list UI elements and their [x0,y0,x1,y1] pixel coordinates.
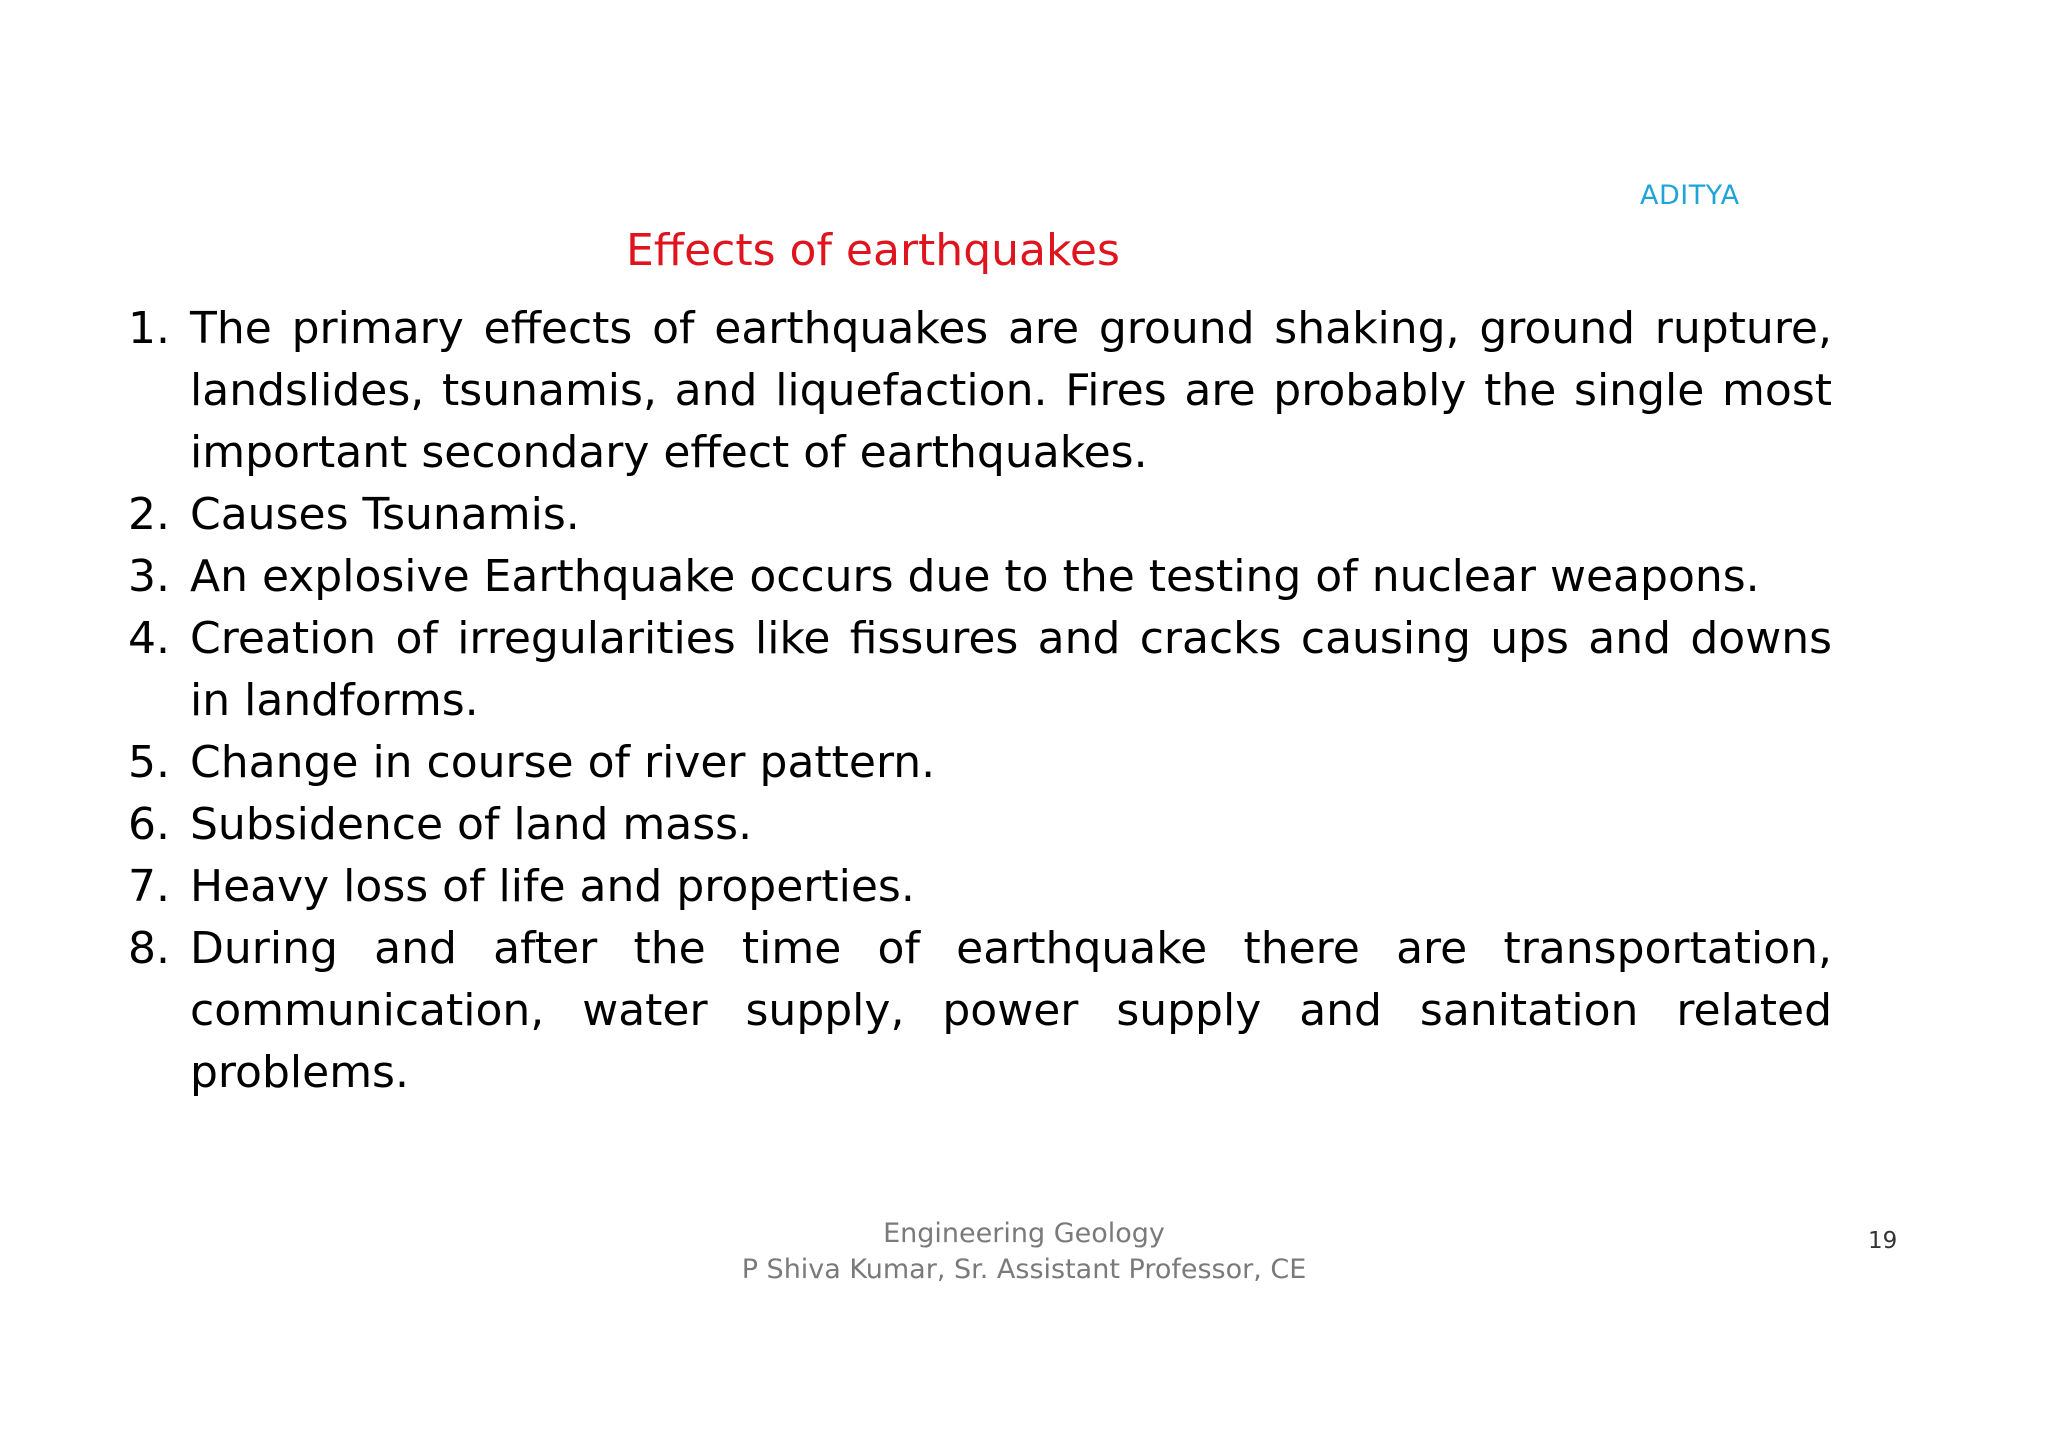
footer-course: Engineering Geology [883,1218,1165,1249]
list-item [128,298,1832,484]
list-item-number: 7. [128,861,170,912]
list-item-text: Causes Tsunamis. [190,489,580,540]
list-item [128,546,1832,608]
list-item-number: 2. [128,489,170,540]
footer-author: P Shiva Kumar, Sr. Assistant Professor, CE [741,1254,1307,1285]
list-item [128,484,1832,546]
list-item-text: An explosive Earthquake occurs due to the testing of nuclear weapons. [190,551,1760,602]
list-item [128,918,1832,1104]
list-item-text: During and after the time of earthquake there are transportation, communication, water supply, power supply and sanitation related problems. [190,923,1832,1098]
page-number: 19 [1868,1228,1898,1254]
list-item-number: 4. [128,613,170,664]
list-item [128,794,1832,856]
list-item-text: Creation of irregularities like fissures and cracks causing ups and downs in landforms. [190,613,1832,726]
list-item [128,856,1832,918]
list-item-text: Change in course of river pattern. [190,737,936,788]
list-item-number: 1. [128,303,170,354]
list-item [128,732,1832,794]
list-item-number: 6. [128,799,170,850]
effects-list [128,298,1832,1104]
list-item [128,608,1832,732]
list-item-number: 5. [128,737,170,788]
list-item-text: Heavy loss of life and properties. [190,861,915,912]
slide-title: Effects of earthquakes [626,225,1120,276]
list-item-number: 8. [128,923,170,974]
list-item-text: The primary effects of earthquakes are ground shaking, ground rupture, landslides, tsunamis, and liquefaction. Fires are probably the single most important secondary effect of earthquakes. [190,303,1832,478]
list-item-text: Subsidence of land mass. [190,799,753,850]
brand-label: ADITYA [1640,180,1740,211]
list-item-number: 3. [128,551,170,602]
